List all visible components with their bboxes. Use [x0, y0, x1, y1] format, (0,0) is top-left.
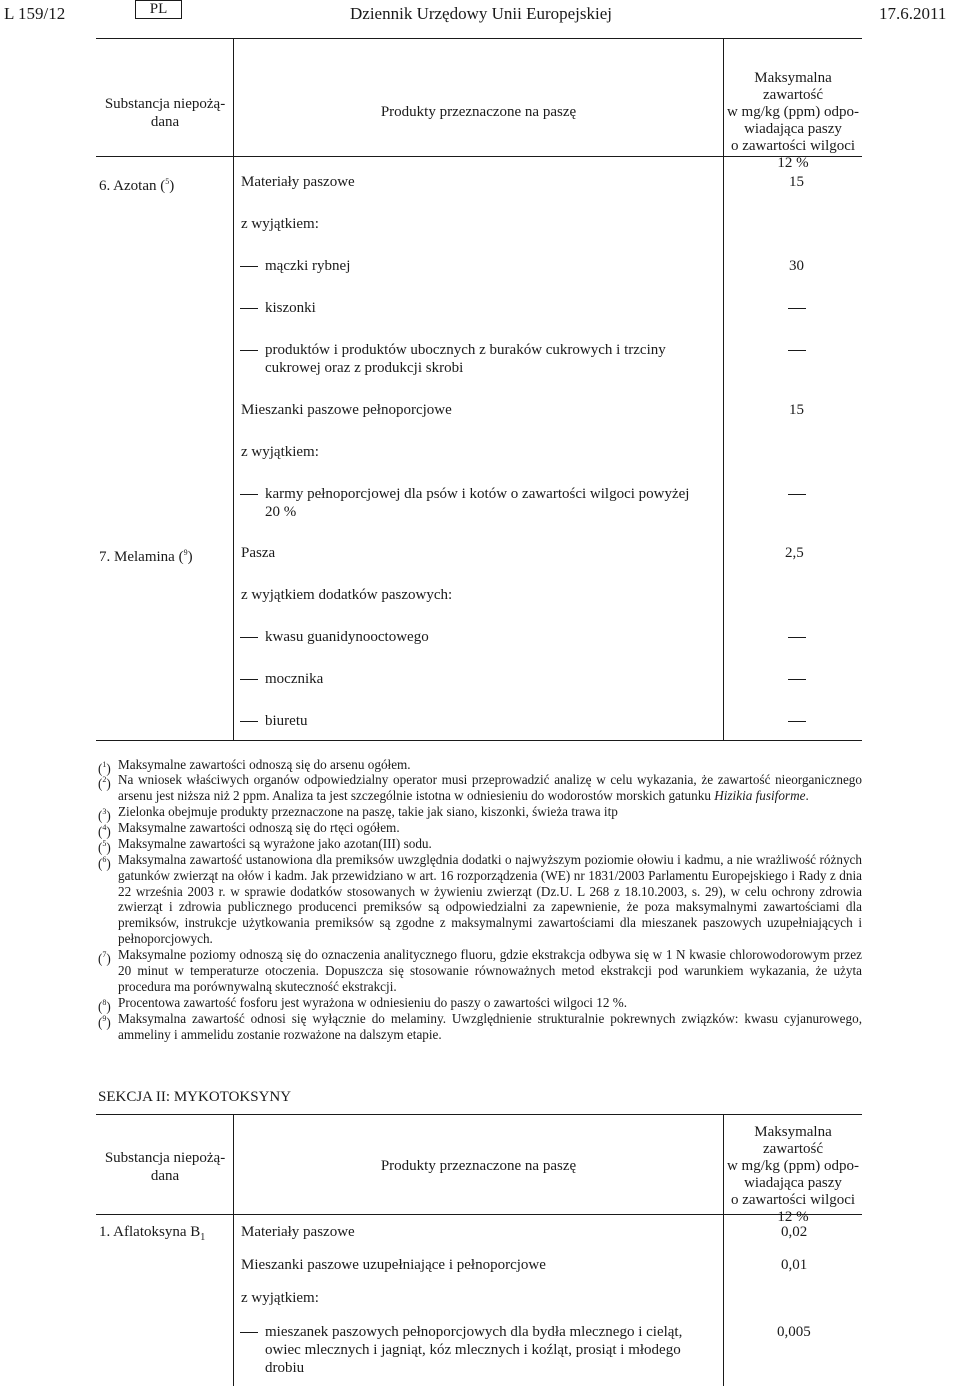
value-none-dash	[788, 350, 806, 351]
table1-col-max-header	[724, 70, 862, 172]
table2-col-divider-1	[233, 1114, 234, 1386]
table1-col-substance-header	[98, 95, 232, 131]
product-materialy-paszowe: Materiały paszowe	[241, 174, 355, 190]
dash-bullet	[240, 494, 258, 495]
footnote-1: ($^1$) Maksymalne zawartości odnoszą się do arsenu ogółem.	[98, 757, 411, 776]
product-mieszanki-uzupelniajace: Mieszanki paszowe uzupełniające i pełnoporcjowe	[241, 1257, 546, 1273]
product-pasza: Pasza	[241, 545, 276, 561]
value-none-dash	[788, 637, 806, 638]
dash-bullet	[240, 350, 258, 351]
footnote-9: ($^9$) Maksymalna zawartość odnosi się wyłącznie do melaminy. Uwzględnienie strukturalnie pokrewnych związków: kwasu cyjanurowego, ammeliny i ammelidu zostanie rozważone na dalszym etapie.	[98, 1011, 862, 1042]
product-mocznik: mocznika	[265, 671, 324, 687]
table1-col-products-header: Produkty przeznaczone na paszę	[380, 104, 577, 120]
col-max-line1: Maksymalna zawartość	[754, 70, 832, 103]
substance-aflatoksyna: 1. Aflatoksyna $B_1$	[99, 1224, 206, 1243]
product-biuret: biuretu	[265, 713, 308, 729]
product-karma-psy-koty: karmy pełnoporcjowej dla psów i kotów o zawartości wilgoci powyżej 20 %	[265, 486, 690, 520]
value-mieszanki-bydlo: 0,005	[777, 1324, 811, 1340]
dash-bullet	[240, 637, 258, 638]
publication-date: 17.6.2011	[879, 4, 947, 23]
footnote-2: ($^2$) Na wniosek właściwych organów odpowiedzialny operator musi przeprowadzić analizę w celu wykazania, że zawartość nieorganicznego arsenu jest niższa niż 2 ppm. Analiza ta jest szczególnie istotna w odniesieniu do wodorostów morskich gatunku Hizikia fusiforme.	[98, 772, 862, 803]
page-reference: L 159/12	[4, 4, 66, 23]
table1-bottom-rule	[96, 740, 862, 741]
substance-azotan: 6. Azotan ($^5$)	[99, 177, 175, 194]
product-exception-label: z wyjątkiem:	[241, 444, 319, 460]
value-none-dash	[788, 679, 806, 680]
journal-title: Dziennik Urzędowy Unii Europejskiej	[350, 4, 613, 23]
table2-top-rule	[96, 1114, 862, 1115]
language-code-box	[135, 0, 182, 19]
footnote-7: ($^7$) Maksymalne poziomy odnoszą się do oznaczenia analitycznego fluoru, gdzie ekstrakcja odbywa się w 1 N kwasie chlorowodorowym przez 20 minut w temperaturze otoczenia. Dopuszcza się stosowanie równoważnych metod ekstrakcji pod warunkiem wykazania, że użyta procedura ma porównywalną skuteczność ekstrakcji.	[98, 947, 862, 994]
product-mieszanki-pelnoporcjowe: Mieszanki paszowe pełnoporcjowe	[241, 402, 452, 418]
col-max-line4: o zawartości wilgoci	[730, 138, 856, 154]
footnote-3: ($^3$) Zielonka obejmuje produkty przeznaczone na paszę, takie jak siano, kiszonki, świeża trawa itp	[98, 804, 618, 823]
product-kiszonki: kiszonki	[265, 300, 316, 316]
value-materialy-paszowe: 15	[789, 174, 804, 190]
product-exception-label-2: z wyjątkiem:	[241, 1290, 319, 1306]
dash-bullet	[240, 679, 258, 680]
dash-bullet	[240, 721, 258, 722]
footnote-5: ($^5$) Maksymalne zawartości są wyrażone jako azotan(III) sodu.	[98, 836, 432, 855]
col-max-line3: wiadająca paszy	[744, 121, 842, 137]
footnote-4: ($^4$) Maksymalne zawartości odnoszą się do rtęci ogółem.	[98, 820, 400, 839]
dash-bullet	[240, 266, 258, 267]
section-title: SEKCJA II: MYKOTOKSYNY	[98, 1089, 292, 1105]
value-none-dash	[788, 308, 806, 309]
substance-melamina: 7. Melamina ($^9$)	[99, 548, 193, 565]
col-max-line2: w mg/kg (ppm) odpo-	[726, 104, 860, 120]
col-substance-line2: dana	[150, 114, 180, 130]
value-none-dash	[788, 494, 806, 495]
language-code: PL	[149, 1, 168, 17]
dash-bullet	[240, 308, 258, 309]
col-max-line5: 12 %	[777, 155, 809, 171]
product-exception-additives: z wyjątkiem dodatków paszowych:	[241, 587, 453, 603]
value-mieszanki-uzupelniajace: 0,01	[781, 1257, 808, 1273]
value-mieszanki-pelnoporcjowe: 15	[789, 402, 804, 418]
value-pasza: 2,5	[785, 545, 804, 561]
value-materialy-paszowe-2: 0,02	[781, 1224, 808, 1240]
product-exception-label: z wyjątkiem:	[241, 216, 319, 232]
table2-col-max-header: Maksymalna zawartość w mg/kg (ppm) odpo- wiadająca paszy o zawartości wilgoci 12 %	[726, 1124, 860, 1225]
col-substance-line1: Substancja niepożą-	[104, 96, 226, 112]
table2-col-products-header: Produkty przeznaczone na paszę	[380, 1158, 577, 1174]
product-mieszanki-bydlo: mieszanek paszowych pełnoporcjowych dla bydła mlecznego i cieląt, owiec mlecznych i jagniąt, kóz mlecznych i koźląt, prosiąt i młodego drobiu	[265, 1324, 683, 1376]
footnote-8: ($^8$) Procentowa zawartość fosforu jest wyrażona w odniesieniu do paszy o zawartości wilgoci 12 %.	[98, 995, 628, 1014]
footnote-6: ($^6$) Maksymalna zawartość ustanowiona dla premiksów uwzględnia dodatki o najwyższym poziomie ołowiu i kadmu, a nie wrażliwość różnych gatunków zwierząt na ołów i kadm. Jak przewidziano w art. 16 rozporządzenia (WE) nr 1831/2003 Parlamentu Europejskiego i Rady z dnia 22 września 2003 r. w sprawie dodatków stosowanych w żywieniu zwierząt (Dz.U. L 268 z 18.10.2003, s. 29), w celu ochrony zdrowia zwierząt i zdrowia publicznego producenci premiksów są odpowiedzialni za zapewnienie, że poza maksymalnymi zawartościami dla premiksów, instrukcje użytkowania premiksów są zgodne z maksymalnymi zawartościami dla mieszanek paszowych uzupełniających i pełnoporcjowych.	[98, 852, 862, 946]
value-none-dash	[788, 721, 806, 722]
dash-bullet	[240, 1332, 258, 1333]
product-maczki-rybnej: mączki rybnej	[265, 258, 351, 274]
table1-col-divider-1	[233, 38, 234, 740]
value-maczki-rybnej: 30	[789, 258, 804, 274]
table1-top-rule	[96, 38, 862, 39]
product-buraki-trzcina: produktów i produktów ubocznych z buraków cukrowych i trzciny cukrowej oraz z produkcji skrobi	[265, 342, 666, 376]
product-materialy-paszowe-2: Materiały paszowe	[241, 1224, 355, 1240]
table2-col-substance-header: Substancja niepożą- dana	[104, 1150, 226, 1184]
product-kwas-guanidynooctowy: kwasu guanidynooctowego	[265, 629, 429, 645]
